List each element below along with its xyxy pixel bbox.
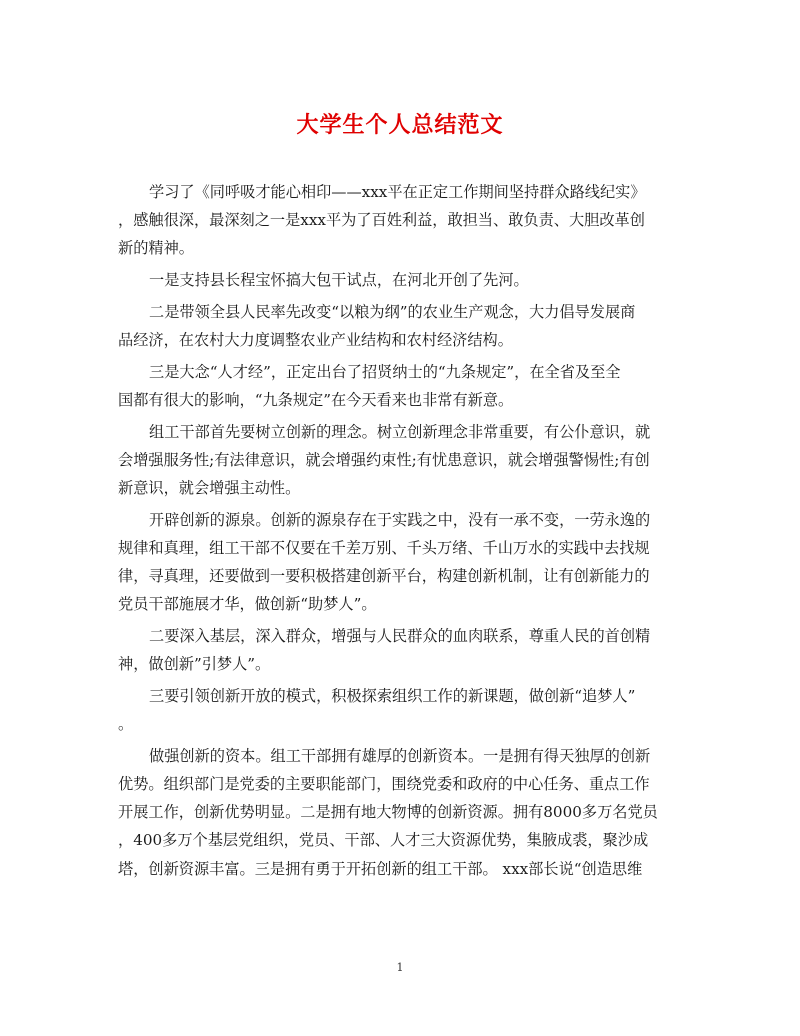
paragraph bbox=[118, 742, 678, 883]
paragraph bbox=[118, 418, 678, 503]
text-line: 新的精神。 bbox=[118, 239, 194, 258]
text-line: 品经济，在农村大力度调整农业产业结构和农村经济结构。 bbox=[118, 331, 513, 350]
paragraph bbox=[118, 506, 678, 619]
document-title: 大学生个人总结范文 bbox=[296, 112, 504, 138]
text-line: 二是带领全县人民率先改变“以粮为纲”的农业生产观念，大力倡导发展商 bbox=[149, 302, 636, 321]
text-line: 开展工作，创新优势明显。二是拥有地大物博的创新资源。拥有8000多万名党员 bbox=[118, 803, 658, 822]
paragraph bbox=[118, 178, 678, 263]
text-line: 做强创新的资本。组工干部拥有雄厚的创新资本。一是拥有得天独厚的创新 bbox=[149, 746, 651, 765]
page-number: 1 bbox=[396, 961, 404, 974]
text-line: 二要深入基层，深入群众，增强与人民群众的血肉联系，尊重人民的首创精 bbox=[149, 627, 651, 646]
text-line: 党员干部施展才华，做创新“助梦人”。 bbox=[118, 595, 377, 614]
text-line: 一是支持县长程宝怀搞大包干试点，在河北开创了先河。 bbox=[149, 271, 529, 290]
paragraph bbox=[118, 358, 678, 414]
paragraph bbox=[118, 682, 678, 738]
paragraph bbox=[118, 622, 678, 678]
text-line: 规律和真理，组工干部不仅要在千差万别、千头万绪、千山万水的实践中去找规 bbox=[118, 538, 650, 557]
text-line: 会增强服务性;有法律意识，就会增强约束性;有忧患意识，就会增强警惕性;有创 bbox=[118, 450, 650, 469]
text-line: 。 bbox=[118, 715, 134, 734]
text-line: 开辟创新的源泉。创新的源泉存在于实践之中，没有一承不变，一劳永逸的 bbox=[149, 510, 651, 529]
text-line: 学习了《同呼吸才能心相印——xxx平在正定工作期间坚持群众路线纪实》 bbox=[149, 183, 646, 201]
paragraph bbox=[118, 298, 678, 354]
text-line: 三是大念“人才经”，正定出台了招贤纳士的“九条规定”，在全省及至全 bbox=[149, 362, 621, 381]
text-line: 优势。组织部门是党委的主要职能部门，围绕党委和政府的中心任务、重点工作 bbox=[118, 775, 650, 794]
text-line: 三要引领创新开放的模式，积极探索组织工作的新课题，做创新“追梦人” bbox=[149, 686, 636, 705]
text-line: 塔，创新资源丰富。三是拥有勇于开拓创新的组工干部。 xxx部长说“创造思维 bbox=[118, 859, 643, 878]
text-line: ，400多万个基层党组织，党员、干部、人才三大资源优势，集腋成裘，聚沙成 bbox=[118, 831, 649, 850]
text-line: 国都有很大的影响，“九条规定”在今天看来也非常有新意。 bbox=[118, 390, 514, 409]
text-line: 新意识，就会增强主动性。 bbox=[118, 479, 301, 498]
document-body bbox=[118, 178, 678, 886]
paragraph bbox=[118, 266, 678, 294]
text-line: 神，做创新”引梦人”。 bbox=[118, 655, 271, 674]
text-line: ，感触很深，最深刻之一是xxx平为了百姓利益，敢担当、敢负责、大胆改革创 bbox=[118, 211, 645, 230]
text-line: 组工干部首先要树立创新的理念。树立创新理念非常重要，有公仆意识，就 bbox=[149, 422, 651, 441]
text-line: 律，寻真理，还要做到一要积极搭建创新平台，构建创新机制，让有创新能力的 bbox=[118, 567, 650, 586]
